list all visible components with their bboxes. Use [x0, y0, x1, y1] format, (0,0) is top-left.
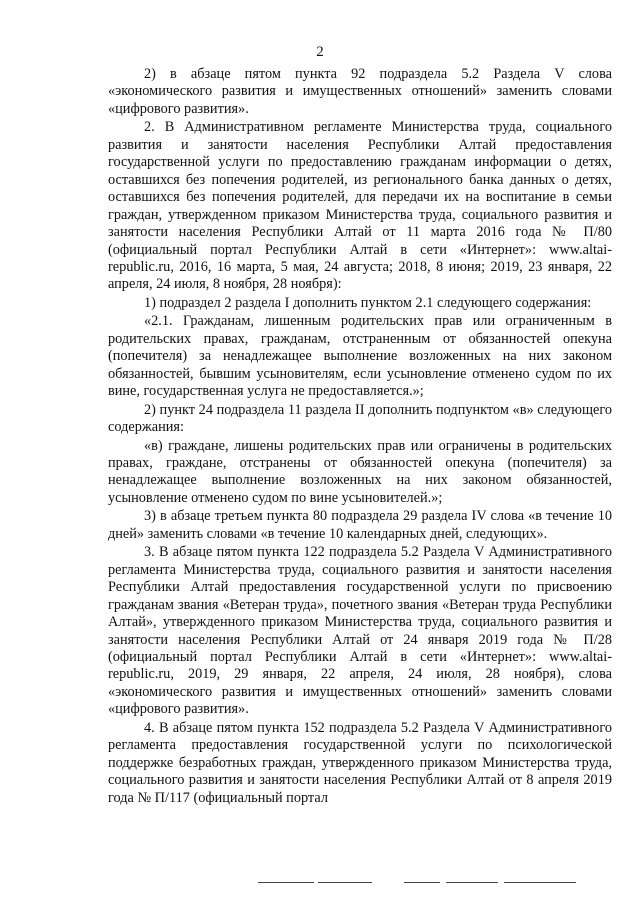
paragraph-6: «в) граждане, лишены родительских прав или ограничены в родительских правах, граждане, отстранены от обязанностей опекуна (попечителя) за ненадлежащее выполнение возложенных на них законом обязанностей, усыновление отменено судом по вине усыновителей.»; — [108, 437, 612, 506]
footer-rule — [258, 882, 314, 883]
paragraph-7: 3) в абзаце третьем пункта 80 подраздела 29 раздела IV слова «в течение 10 дней» заменить словами «в течение 10 календарных дней, следующих». — [108, 508, 612, 542]
paragraph-3: 1) подраздел 2 раздела I дополнить пунктом 2.1 следующего содержания: — [144, 294, 592, 311]
footer-rule — [404, 882, 440, 883]
paragraph-9: 4. В абзаце пятом пункта 152 подраздела 5.2 Раздела V Административного регламента предоставления государственной услуги по психологической поддержке безработных граждан, утвержденного приказом Министерства труда, социального развития и занятости населения Республики Алтай от 8 апреля 2019 года № П/117 (официальный портал — [108, 719, 612, 806]
footer-rule — [446, 882, 498, 883]
paragraph-4: «2.1. Гражданам, лишенным родительских прав или ограниченным в родительских правах, гражданам, отстраненным от обязанностей опекуна (попечителя) за ненадлежащее выполнение возложенных на них законом обязанностей, бывшим усыновителям, если усыновление отменено судом по их вине, государственная услуга не предоставляется.»; — [108, 313, 612, 400]
paragraph-1: 2) в абзаце пятом пункта 92 подраздела 5.2 Раздела V слова «экономического развития и имущественных отношений» заменить словами «цифрового развития». — [108, 66, 612, 117]
page-number: 2 — [316, 44, 324, 60]
footer-rule — [318, 882, 372, 883]
paragraph-2: 2. В Административном регламенте Министерства труда, социального развития и занятости населения Республики Алтай предоставления государственной услуги по предоставлению гражданам информации о детях, оставшихся без попечения родителей, из регионального банка данных о детях, оставшихся без попечения родителей, для передачи их на воспитание в семьи граждан, утвержденном приказом Министерства труда, социального развития и занятости населения Республики Алтай от 11 марта 2016 года № П/80 (официальный портал Республики Алтай в сети «Интернет»: www.altai-republic.ru, 2016, 16 марта, 5 мая, 24 августа; 2018, 8 июня; 2019, 23 января, 22 апреля, 24 июля, 8 ноября, 28 ноября): — [108, 119, 612, 293]
paragraph-5: 2) пункт 24 подраздела 11 раздела II дополнить подпунктом «в» следующего содержания: — [108, 401, 612, 436]
paragraph-8: 3. В абзаце пятом пункта 122 подраздела 5.2 Раздела V Административного регламента Министерства труда, социального развития и занятости населения Республики Алтай предоставления государственной услуги по присвоению гражданам звания «Ветеран труда», почетного звания «Ветеран труда Республики Алтай», утвержденного приказом Министерства труда, социального развития и занятости населения Республики Алтай от 24 января 2019 года № П/28 (официальный портал Республики Алтай в сети «Интернет»: www.altai-republic.ru, 2019, 29 января, 22 апреля, 24 июля, 28 ноября), слова «экономического развития и имущественных отношений» заменить словами «цифрового развития». — [108, 544, 612, 718]
document-body — [108, 66, 612, 807]
footer-rule — [504, 882, 576, 883]
